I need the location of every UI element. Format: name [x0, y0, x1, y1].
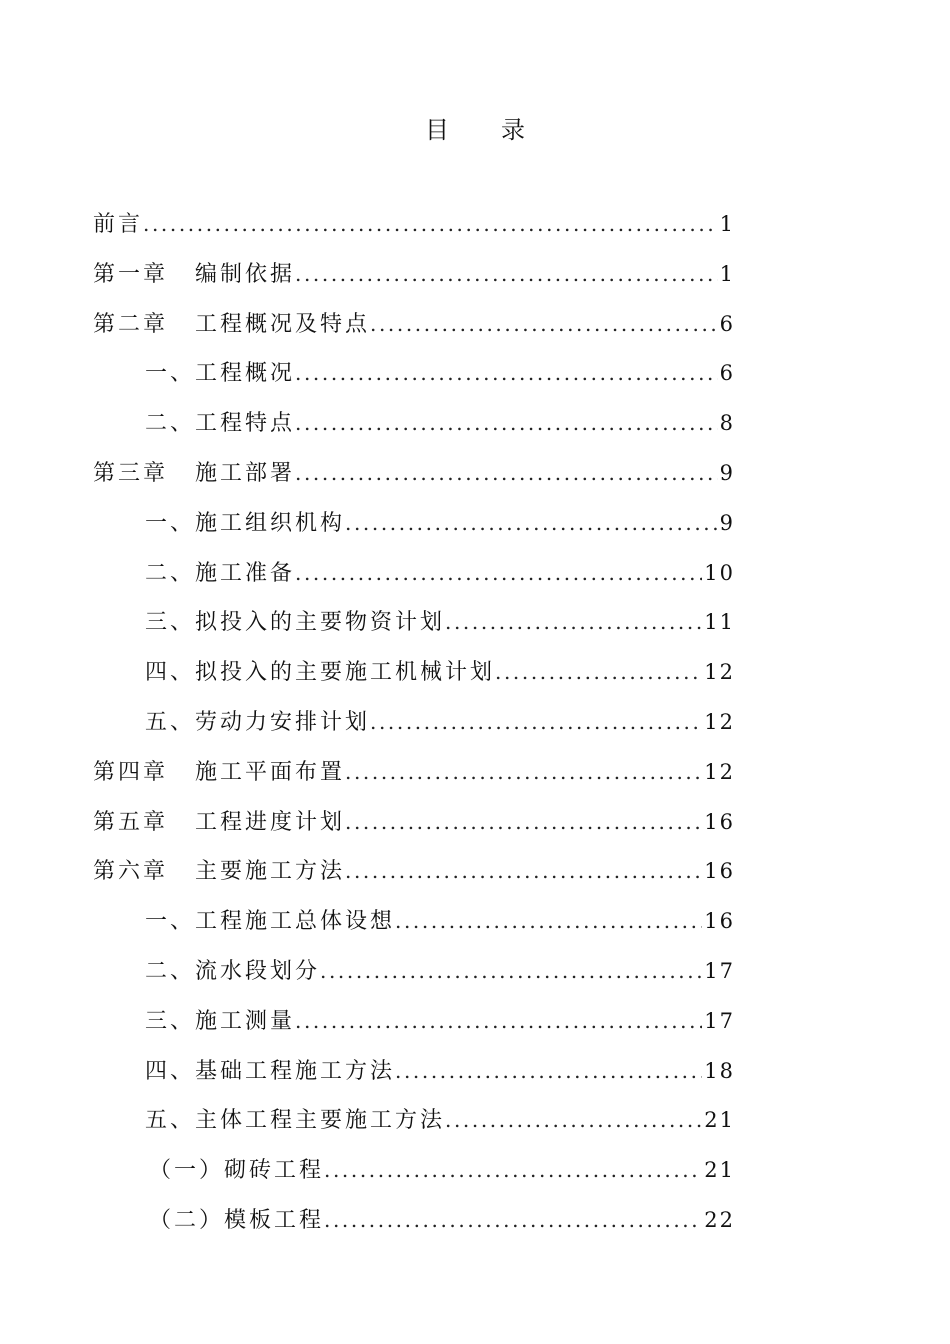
- toc-title-left: 目: [425, 116, 449, 144]
- toc-page-number: 10: [704, 560, 735, 585]
- toc-entry-label: （一）砌砖工程: [149, 1158, 325, 1184]
- toc-page-number: 16: [704, 859, 735, 884]
- toc-page-number: 11: [704, 610, 735, 635]
- toc-page-number: 21: [704, 1108, 735, 1133]
- toc-entry-label: （二）模板工程: [149, 1207, 325, 1233]
- toc-chapter-number: 第二章: [93, 311, 169, 337]
- toc-page-number: 1: [719, 212, 735, 236]
- toc-dot-leader: [370, 698, 702, 748]
- toc-entry[interactable]: [93, 897, 735, 947]
- toc-entry[interactable]: [93, 499, 735, 549]
- toc-entry[interactable]: [93, 200, 735, 250]
- toc-entry[interactable]: [93, 300, 735, 350]
- toc-dot-leader: [295, 449, 718, 499]
- toc-entry[interactable]: [93, 698, 735, 748]
- toc-entry-label: 二、流水段划分: [145, 958, 321, 984]
- toc-dot-leader: [324, 1196, 702, 1246]
- toc-chapter-number: 第五章: [93, 809, 169, 835]
- toc-entry[interactable]: [93, 847, 735, 897]
- toc-entry-label: 二、工程特点: [145, 411, 296, 437]
- toc-entry[interactable]: [93, 1096, 735, 1146]
- toc-entry-label: 施工平面布置: [195, 759, 346, 785]
- toc-entry[interactable]: [93, 250, 735, 300]
- toc-page-number: 16: [704, 809, 735, 834]
- toc-dot-leader: [370, 300, 718, 350]
- toc-dot-leader: [295, 399, 718, 449]
- toc-entry-label: 三、施工测量: [145, 1008, 296, 1034]
- toc-dot-leader: [295, 997, 702, 1047]
- toc-page-number: 8: [719, 411, 735, 436]
- toc-entry[interactable]: [93, 947, 735, 997]
- toc-entry-label: 四、拟投入的主要施工机械计划: [145, 660, 496, 686]
- toc-entry-label: 二、施工准备: [145, 560, 296, 586]
- toc-page-number: 6: [719, 311, 735, 336]
- table-of-contents: [93, 200, 735, 1246]
- toc-entry-label: 工程进度计划: [195, 809, 346, 835]
- toc-page-number: 22: [704, 1207, 735, 1232]
- toc-entry-label: 一、工程施工总体设想: [145, 909, 396, 935]
- toc-dot-leader: [445, 598, 702, 648]
- toc-page-number: 17: [704, 1008, 735, 1033]
- toc-page-number: 1: [719, 261, 735, 286]
- toc-entry[interactable]: [93, 399, 735, 449]
- toc-entry[interactable]: [93, 1146, 735, 1196]
- toc-entry-label: 工程概况及特点: [195, 311, 371, 337]
- toc-page-number: 6: [719, 361, 735, 386]
- toc-chapter-number: 第四章: [93, 759, 169, 785]
- toc-dot-leader: [320, 947, 702, 997]
- toc-page-number: 16: [704, 909, 735, 934]
- toc-chapter-number: 第六章: [93, 859, 169, 885]
- toc-entry-label: 前言: [93, 212, 144, 237]
- toc-entry[interactable]: [93, 349, 735, 399]
- toc-dot-leader: [395, 897, 702, 947]
- toc-entry-label: 一、施工组织机构: [145, 510, 346, 536]
- toc-page-number: 17: [704, 958, 735, 983]
- toc-dot-leader: [445, 1096, 702, 1146]
- toc-entry[interactable]: [93, 748, 735, 798]
- toc-dot-leader: [345, 847, 702, 897]
- toc-entry[interactable]: [93, 1047, 735, 1097]
- toc-entry[interactable]: [93, 648, 735, 698]
- toc-dot-leader: [295, 549, 702, 599]
- toc-entry-label: 主要施工方法: [195, 859, 346, 885]
- toc-page-number: 9: [719, 510, 735, 535]
- toc-chapter-number: 第三章: [93, 460, 169, 486]
- toc-dot-leader: [395, 1047, 702, 1097]
- toc-dot-leader: [345, 748, 702, 798]
- toc-entry[interactable]: [93, 549, 735, 599]
- toc-entry-label: 编制依据: [195, 261, 296, 287]
- toc-dot-leader: [143, 200, 718, 250]
- toc-page-number: 18: [704, 1058, 735, 1083]
- toc-dot-leader: [295, 250, 718, 300]
- toc-dot-leader: [495, 648, 702, 698]
- toc-page-number: 12: [704, 660, 735, 685]
- toc-page-number: 21: [704, 1158, 735, 1183]
- toc-entry[interactable]: [93, 798, 735, 848]
- toc-dot-leader: [345, 499, 718, 549]
- toc-dot-leader: [345, 798, 702, 848]
- toc-title: [0, 110, 950, 145]
- toc-entry-label: 四、基础工程施工方法: [145, 1058, 396, 1084]
- toc-dot-leader: [295, 349, 718, 399]
- toc-page-number: 12: [704, 709, 735, 734]
- toc-entry[interactable]: [93, 1196, 735, 1246]
- toc-dot-leader: [324, 1146, 702, 1196]
- toc-entry-label: 五、主体工程主要施工方法: [145, 1108, 446, 1134]
- toc-entry-label: 五、劳动力安排计划: [145, 709, 371, 735]
- toc-page-number: 12: [704, 759, 735, 784]
- toc-entry-label: 施工部署: [195, 460, 296, 486]
- toc-entry[interactable]: [93, 997, 735, 1047]
- toc-chapter-number: 第一章: [93, 261, 169, 287]
- toc-entry-label: 三、拟投入的主要物资计划: [145, 610, 446, 636]
- toc-entry-label: 一、工程概况: [145, 361, 296, 387]
- toc-page-number: 9: [719, 460, 735, 485]
- toc-entry[interactable]: [93, 449, 735, 499]
- toc-title-right: 录: [501, 116, 525, 144]
- toc-entry[interactable]: [93, 598, 735, 648]
